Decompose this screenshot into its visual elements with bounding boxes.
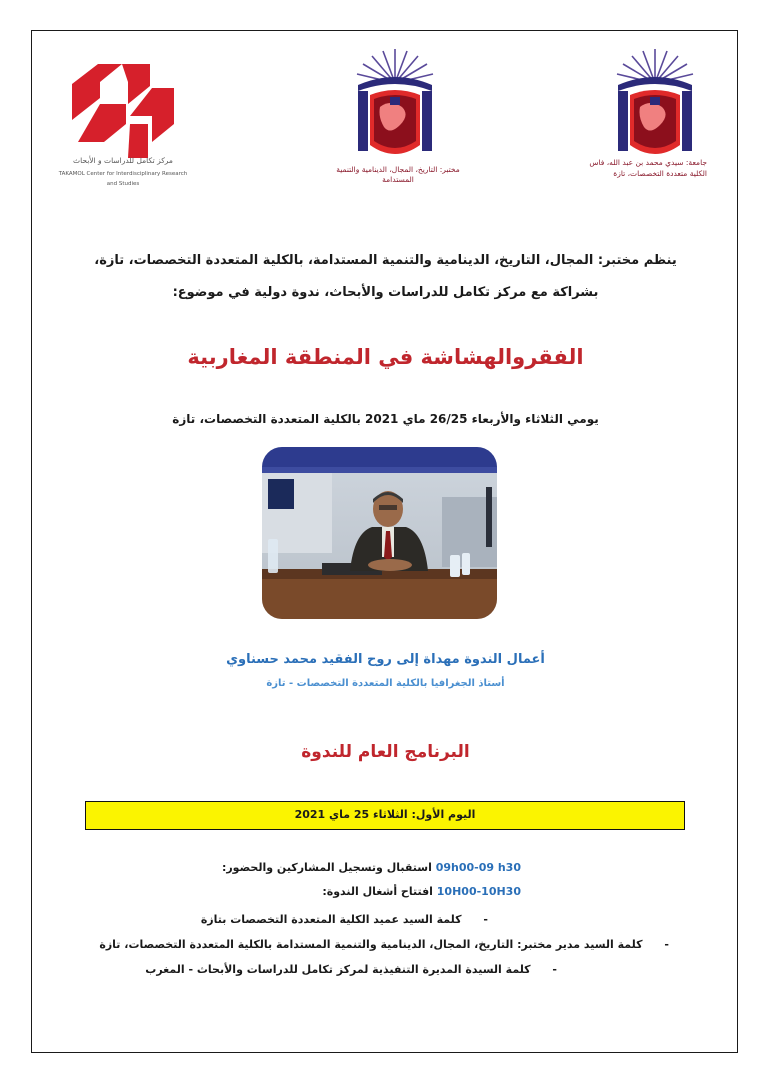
speech-text: كلمة السيد عميد الكلية المتعددة التخصصات بتازة <box>200 913 462 926</box>
schedule-text: افتتاح أشغال الندوة: <box>322 885 433 898</box>
memorial-photo <box>262 447 497 619</box>
speech-item <box>201 913 488 926</box>
program-title: البرنامج العام للندوة <box>301 742 470 762</box>
schedule-time: 10H00-10H30 <box>436 885 521 898</box>
laboratory-emblem-logo <box>350 45 440 165</box>
speech-item <box>145 963 557 976</box>
conference-title: الفقروالهشاشة في المنطقة المغاربية <box>187 345 584 369</box>
speech-item <box>99 938 669 951</box>
university-caption-line1: جامعة: سيدي محمد بن عبد الله، فاس <box>589 158 707 167</box>
intro-line-2: بشراكة مع مركز تكامل للدراسات والأبحاث، ندوة دولية في موضوع: <box>172 285 599 300</box>
schedule-time: 09h00-09 h30 <box>435 861 521 874</box>
dedication-subline: أستاذ الجغرافيا بالكلية المتعددة التخصصات - تازة <box>266 678 505 689</box>
laboratory-caption: مختبر: التاريخ، المجال، الدينامية والتنمية المستدامة <box>336 165 460 184</box>
bullet-dash: - <box>664 938 669 951</box>
schedule-item-opening <box>322 885 521 898</box>
intro-line-1: ينظم مختبر: المجال، التاريخ، الدينامية والتنمية المستدامة، بالكلية المتعددة التخصصات، تازة، <box>94 253 677 268</box>
bullet-dash: - <box>552 963 557 976</box>
speech-text: كلمة السيد مدير مختبر: التاريخ، المجال، الدينامية والتنمية المستدامة بالكلية المتعددة التخصصات، تازة <box>99 938 643 951</box>
takamol-caption-en: TAKAMOL Center for Interdisciplinary Research and Studies <box>58 171 188 187</box>
conference-date-line: يومي الثلاثاء والأربعاء 26/25 ماي 2021 بالكلية المتعددة التخصصات، تازة <box>172 412 599 426</box>
bullet-dash: - <box>483 913 488 926</box>
day-one-banner <box>85 801 685 830</box>
day-one-label: اليوم الأول: الثلاثاء 25 ماي 2021 <box>294 808 476 821</box>
dedication-line: أعمال الندوة مهداة إلى روح الفقيد محمد حسناوي <box>226 652 545 667</box>
speech-text: كلمة السيدة المديرة التنفيذية لمركز تكامل للدراسات والأبحاث - المغرب <box>145 963 531 976</box>
university-caption-line2: الكلية متعددة التخصصات، تازة <box>613 169 707 178</box>
takamol-caption-ar: مركز تكامل للدراسات و الأبحاث <box>73 156 173 165</box>
university-emblem-logo <box>610 45 700 165</box>
document-page <box>31 30 738 1053</box>
schedule-text: استقبال وتسجيل المشاركين والحضور: <box>221 861 432 874</box>
schedule-item-reception <box>222 861 521 874</box>
